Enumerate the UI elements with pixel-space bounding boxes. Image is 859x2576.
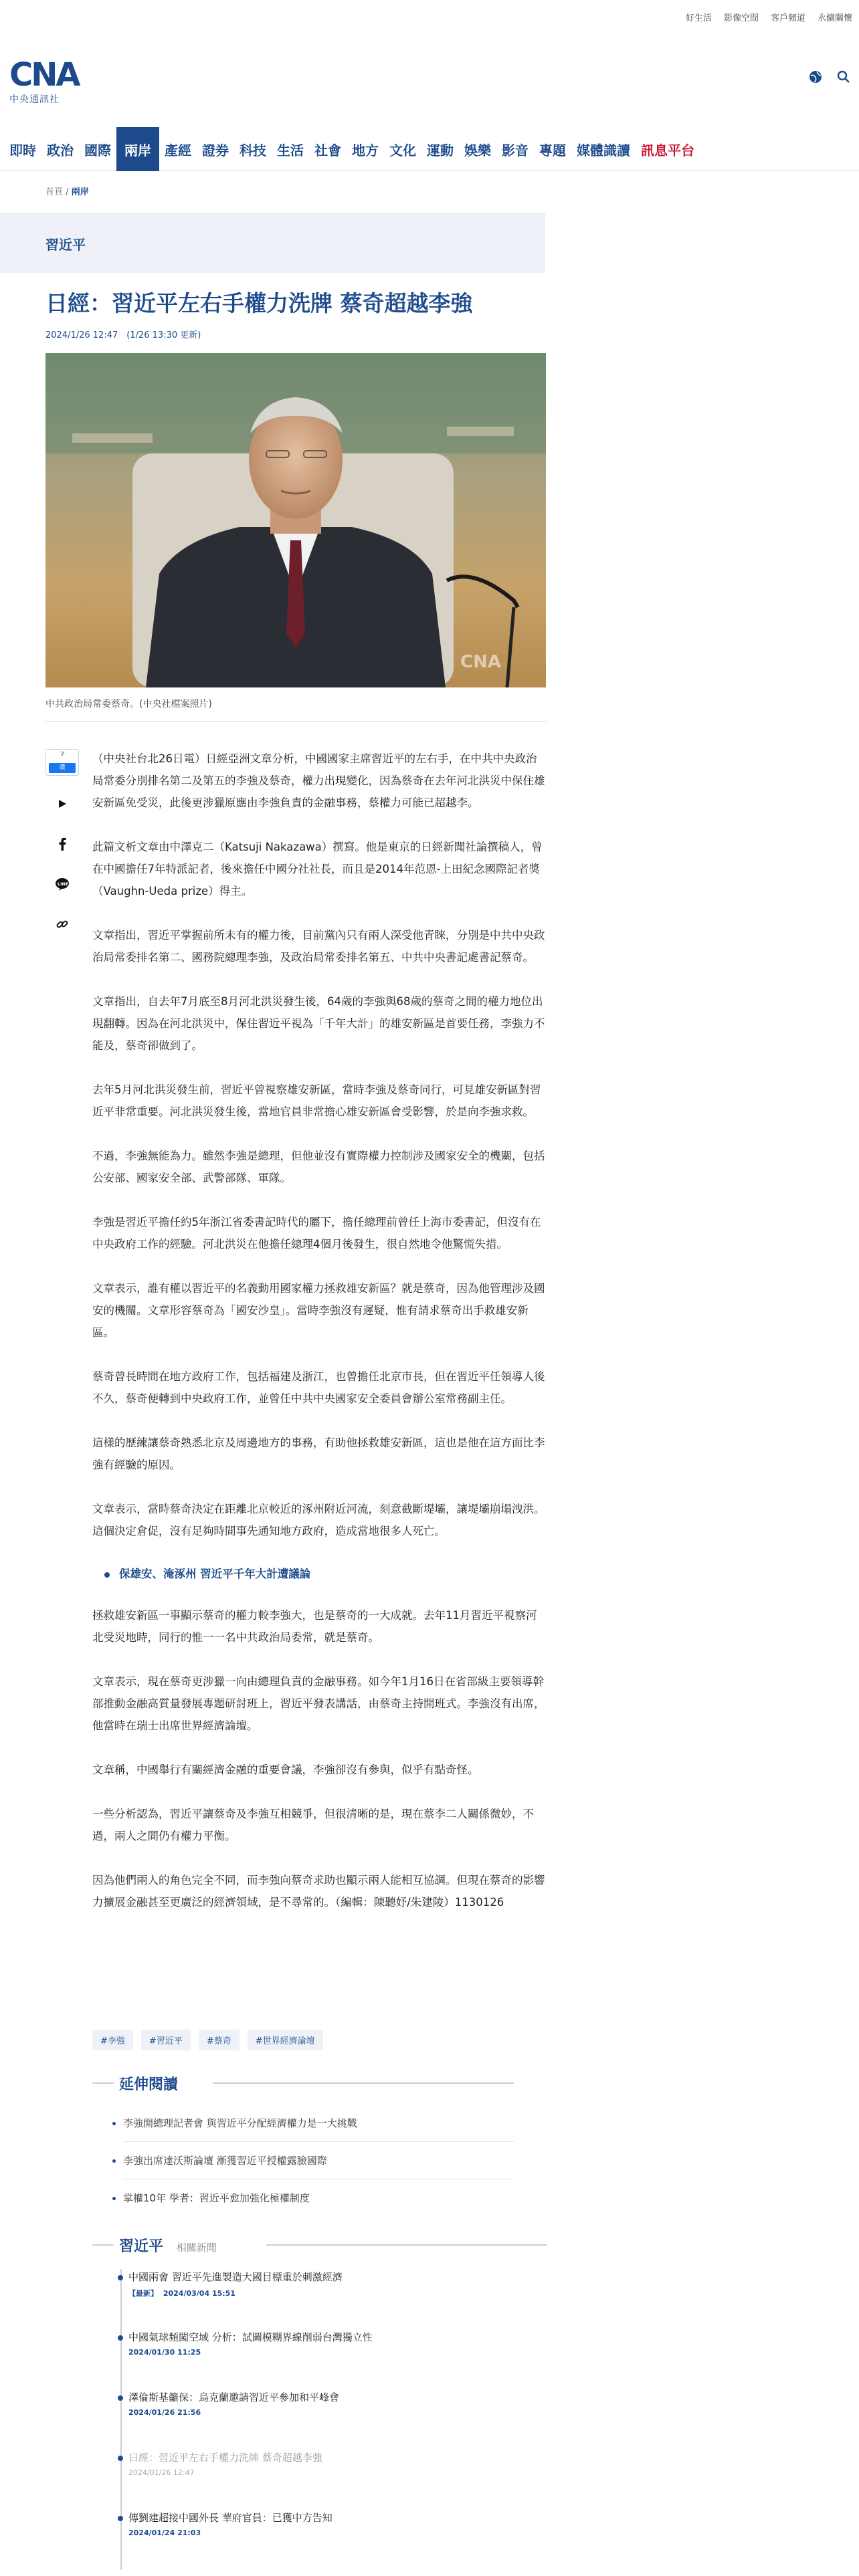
- article-paragraph: 文章表示，當時蔡奇決定在距離北京較近的涿州附近河流，刻意截斷堤壩，讓堤壩崩塌洩洪。這個決定倉促，沒有足夠時間事先通知地方政府，造成當地很多人死亡。: [92, 1503, 545, 1537]
- related-news-item[interactable]: [128, 2510, 547, 2570]
- nav-item-securities[interactable]: 證券: [202, 142, 229, 158]
- article-subhead: 保雄安、淹涿州 習近平千年大計遭議論: [119, 1564, 546, 1584]
- related-news-item-meta: [128, 2468, 547, 2477]
- related-news-timeline: [92, 2269, 547, 2570]
- related-news-title: 習近平: [119, 2238, 164, 2255]
- utility-links: [686, 11, 852, 23]
- article-body: [92, 748, 546, 1935]
- related-news-subtitle: 相關新聞: [176, 2242, 217, 2254]
- like-count: 7: [60, 751, 65, 758]
- breadcrumb: [45, 185, 89, 197]
- extended-reading-title: 延伸閱讀: [92, 2073, 514, 2094]
- related-news-item-date: 2024/01/26 12:47: [128, 2468, 195, 2477]
- related-news-header: [92, 2235, 547, 2256]
- link-sustainability[interactable]: 永續關懷: [817, 13, 852, 23]
- link-client-channel[interactable]: 客戶頻道: [770, 13, 805, 23]
- related-news-item-date: 2024/01/26 21:56: [128, 2408, 201, 2417]
- tag-li-qiang[interactable]: #李強: [92, 2030, 133, 2050]
- related-news-item[interactable]: [128, 2389, 547, 2450]
- nav-item-entertainment[interactable]: 娛樂: [464, 142, 491, 158]
- photo-caption: 中共政治局常委蔡奇。(中央社檔案照片): [45, 699, 212, 710]
- article-paragraph: 不過，李強無能為力。雖然李強是總理，但他並沒有實際權力控制涉及國家安全的機關，包括公安部、國家安全部、武警部隊、軍隊。: [92, 1150, 545, 1184]
- search-icon[interactable]: [836, 70, 851, 84]
- related-news-item-date: 2024/03/04 15:51: [163, 2289, 235, 2298]
- link-image-space[interactable]: 影像空間: [723, 13, 759, 23]
- related-news-item-current[interactable]: [128, 2450, 547, 2510]
- related-news-item-meta: [128, 2529, 547, 2537]
- nav-item-economy[interactable]: 產經: [165, 142, 191, 158]
- globe-icon[interactable]: [808, 70, 823, 84]
- related-news-item-date: 2024/01/24 21:03: [128, 2529, 201, 2537]
- svg-text:CNA: CNA: [460, 652, 501, 672]
- article-paragraph: 一些分析認為，習近平讓蔡奇及李強互相競爭，但很清晰的是，現在蔡李二人關係微妙，不過，兩人之間仍有權力平衡。: [92, 1808, 534, 1842]
- share-column: [44, 749, 80, 936]
- nav-item-society[interactable]: 社會: [314, 142, 341, 158]
- related-news-item-meta: [128, 2348, 547, 2357]
- article-paragraph: 文章指出，自去年7月底至8月河北洪災發生後，64歲的李強與68歲的蔡奇之間的權力地位出現翻轉。因為在河北洪災中，保住習近平視為「千年大計」的雄安新區是首要任務，李強力不能及，蔡奇卻做到了。: [92, 995, 545, 1052]
- article-paragraph: 因為他們兩人的角色完全不同，而李強向蔡奇求助也顯示兩人能相互協調。但現在蔡奇的影響力擴展金融甚至更廣泛的經濟領域，是不尋常的。（編輯：陳聽妤/朱建陵）1130126: [92, 1874, 545, 1909]
- latest-flag: 【最新】: [128, 2289, 158, 2298]
- line-icon[interactable]: [50, 872, 74, 896]
- article-paragraph: 李強是習近平擔任約5年浙江省委書記時代的屬下，擔任總理前曾任上海市委書記，但沒有在中央政府工作的經驗。河北洪災在他擔任總理4個月後發生，很自然地令他驚慌失措。: [92, 1216, 541, 1251]
- related-news-item-title: 澤倫斯基籲保：烏克蘭邀請習近平參加和平峰會: [128, 2391, 340, 2403]
- link-icon[interactable]: [50, 912, 74, 936]
- breadcrumb-home[interactable]: 首頁: [45, 187, 64, 197]
- article-paragraph: 文章表示，現在蔡奇更涉獵一向由總理負責的金融事務。如今年1月16日在省部級主要領導幹部推動金融高質量發展專題研討班上，習近平發表講話，由蔡奇主持開班式。李強沒有出席，他當時在瑞士出席世界經濟論壇。: [92, 1675, 545, 1732]
- header-icons: [808, 70, 851, 84]
- extended-reading-item[interactable]: 李強出席達沃斯論壇 漸獲習近平授權露臉國際: [123, 2142, 514, 2179]
- article-dateline: 2024/1/26 12:47 (1/26 13:30 更新): [45, 330, 201, 340]
- article-paragraph: 這樣的歷練讓蔡奇熟悉北京及周邊地方的事務，有助他拯救雄安新區，這也是他在這方面比李強有經驗的原因。: [92, 1436, 545, 1471]
- topic-title[interactable]: 習近平: [45, 237, 86, 253]
- tag-world-economic-forum[interactable]: #世界經濟論壇: [248, 2030, 323, 2050]
- nav-item-life[interactable]: 生活: [277, 142, 304, 158]
- cna-logo[interactable]: [9, 56, 83, 107]
- article-paragraph: 拯救雄安新區一事顯示蔡奇的權力較李強大，也是蔡奇的一大成就。去年11月習近平視察河北受災地時，同行的惟一一名中共政治局委常，就是蔡奇。: [92, 1609, 537, 1644]
- article-paragraph: 去年5月河北洪災發生前，習近平曾視察雄安新區，當時李強及蔡奇同行，可見雄安新區對習近平非常重要。河北洪災發生後，當地官員非常擔心雄安新區會受影響，於是向李強求救。: [92, 1083, 541, 1118]
- related-news-item-title: 傳劉建超接中國外長 華府官員：已獲中方告知: [128, 2512, 332, 2524]
- tag-xi-jinping[interactable]: #習近平: [141, 2030, 191, 2050]
- related-news-rule: [266, 2244, 547, 2246]
- article-paragraph: 文章稱，中國舉行有關經濟金融的重要會議，李強卻沒有參與，似乎有點奇怪。: [92, 1763, 479, 1776]
- nav-item-instant[interactable]: 即時: [9, 142, 36, 158]
- like-label: 讚: [49, 763, 76, 773]
- article-paragraph: 文章表示，誰有權以習近平的名義動用國家權力拯救雄安新區？就是蔡奇，因為他管理涉及國安的機關。文章形容蔡奇為「國安沙皇」。當時李強沒有遲疑，惟有請求蔡奇出手救雄安新區。: [92, 1282, 545, 1339]
- facebook-icon[interactable]: [50, 832, 74, 856]
- related-news-item-date: 2024/01/30 11:25: [128, 2348, 201, 2357]
- related-news: [92, 2235, 547, 2570]
- article-paragraph: 蔡奇曾長時間在地方政府工作，包括福建及浙江，也曾擔任北京市長，但在習近平任領導人後不久，蔡奇便轉到中央政府工作，並曾任中共中央國家安全委員會辦公室常務副主任。: [92, 1370, 545, 1405]
- nav-item-cross-strait[interactable]: 兩岸: [116, 127, 159, 171]
- nav-item-culture[interactable]: 文化: [389, 142, 416, 158]
- extended-reading-item[interactable]: 掌權10年 學者：習近平愈加強化極權制度: [123, 2179, 514, 2217]
- nav-item-video[interactable]: 影音: [502, 142, 529, 158]
- play-icon[interactable]: [50, 792, 74, 816]
- related-news-item-meta: [128, 2408, 547, 2417]
- related-news-item-title: 中國氣球頻闖空域 分析：試圖模糊界線削弱台灣獨立性: [128, 2331, 373, 2343]
- photo-illustration: [45, 353, 546, 687]
- nav-item-sports[interactable]: 運動: [427, 142, 454, 158]
- article-paragraph: 文章指出，習近平掌握前所未有的權力後，目前黨內只有兩人深受他青睞，分別是中共中央政治局常委排名第二、國務院總理李強，及政治局常委排名第五、中共中央書記處書記蔡奇。: [92, 929, 545, 964]
- nav-item-features[interactable]: 專題: [539, 142, 566, 158]
- topic-band: [0, 213, 545, 273]
- nav-item-local[interactable]: 地方: [352, 142, 379, 158]
- article-paragraph: （中央社台北26日電）日經亞洲文章分析，中國國家主席習近平的左右手，在中共中央政治局常委分別排名第二及第五的李強及蔡奇，權力出現變化，因為蔡奇在去年河北洪災中保住雄安新區免受災，此後更涉獵原應由李強負責的金融事務，蔡權力可能已超越李。: [92, 752, 545, 809]
- logo-mark: CNA: [9, 56, 79, 94]
- breadcrumb-separator: /: [66, 187, 69, 197]
- link-good-life[interactable]: 好生活: [685, 13, 712, 23]
- svg-text:LINE: LINE: [58, 881, 69, 887]
- nav-item-message-platform[interactable]: 訊息平台: [641, 142, 694, 158]
- tag-cai-qi[interactable]: #蔡奇: [199, 2030, 240, 2050]
- facebook-like-button[interactable]: [45, 749, 79, 776]
- caption-divider: [45, 721, 546, 722]
- nav-item-politics[interactable]: 政治: [47, 142, 74, 158]
- article-paragraph: 此篇文析文章由中澤克二（Katsuji Nakazawa）撰寫。他是東京的日經新聞社論撰稿人，曾在中國擔任7年特派記者，後來擔任中國分社社長，而且是2014年范恩-上田紀念國際記者獎（Vaughn-Ueda prize）得主。: [92, 841, 543, 897]
- nav-item-media-literacy[interactable]: 媒體識讀: [577, 142, 630, 158]
- nav-item-technology[interactable]: 科技: [240, 142, 266, 158]
- related-news-item-title: 日經：習近平左右手權力洗牌 蔡奇超越李強: [128, 2452, 322, 2464]
- article-headline: 日經：習近平左右手權力洗牌 蔡奇超越李強: [45, 290, 473, 316]
- logo-name: 中央通訊社: [9, 94, 60, 105]
- breadcrumb-current[interactable]: 兩岸: [71, 187, 89, 197]
- extended-reading-item[interactable]: 李強開總理記者會 與習近平分配經濟權力是一大挑戰: [123, 2105, 514, 2142]
- main-nav: [0, 127, 859, 171]
- nav-item-international[interactable]: 國際: [84, 142, 111, 158]
- related-news-item[interactable]: [128, 2269, 547, 2329]
- article-tags: [92, 2030, 323, 2050]
- article-photo: [45, 353, 546, 687]
- top-utility-bar: [0, 0, 859, 33]
- related-news-item-meta: [128, 2288, 547, 2298]
- extended-reading: [92, 2073, 514, 2217]
- related-news-item[interactable]: [128, 2329, 547, 2389]
- related-news-item-title: 中國兩會 習近平先進製造大國目標重於刺激經濟: [128, 2271, 343, 2283]
